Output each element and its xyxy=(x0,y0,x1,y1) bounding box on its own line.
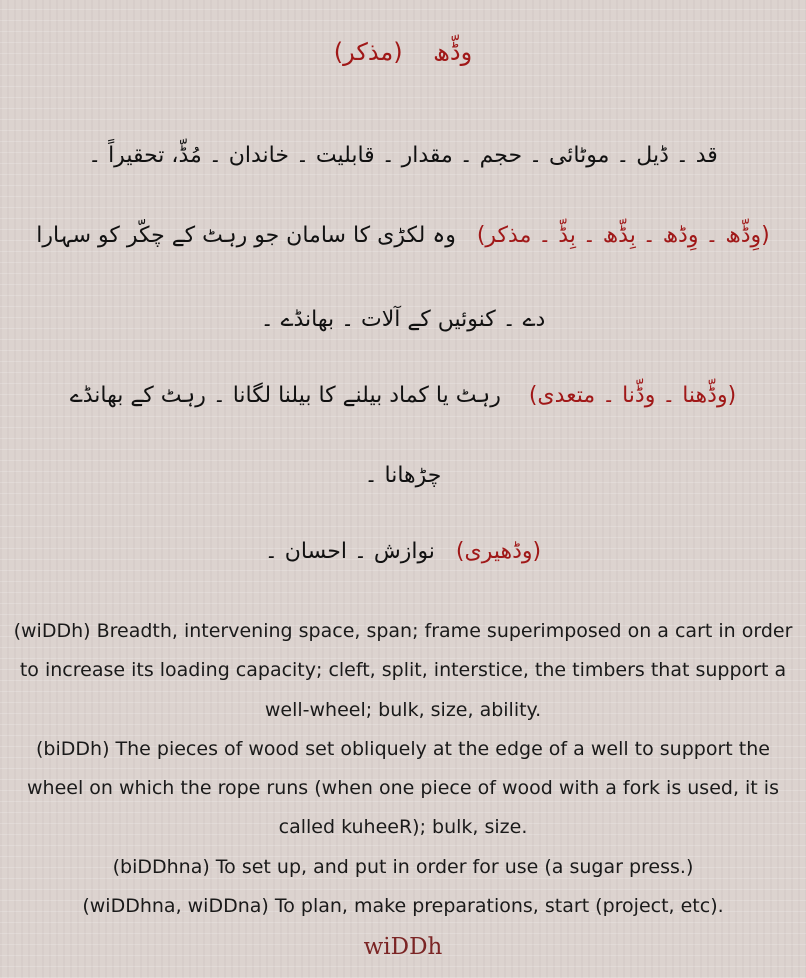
urdu-variant-tag-widdh: (وِڈّھ ۔ وِڈھ ۔ بِڈّھ ۔ بِڈّ ۔ مذکر) xyxy=(476,223,770,248)
urdu-definition-line-3: دے ۔ کنوئیں کے آلات ۔ بھانڈے ۔ xyxy=(260,307,546,332)
urdu-definition-widheri: نوازش ۔ احسان ۔ xyxy=(264,539,435,564)
headword-urdu: وڈّھ xyxy=(433,38,473,66)
urdu-definition-widdhna: رہٹ یا کماد بیلنے کا بیلنا لگانا ۔ رہٹ کے بھانڈے xyxy=(69,383,501,408)
english-definition-biddhna: (biDDhna) To set up, and put in order for use (a sugar press.) xyxy=(112,855,694,878)
footer-transliteration: wiDDh xyxy=(363,934,443,960)
headword-gender: (مذکر) xyxy=(333,38,403,66)
english-definition-biddh: (biDDh) The pieces of wood set obliquely at the edge of a well to support the wheel on which the rope runs (when one piece of wood with a fork is used, it is called kuheeR); bulk, size. xyxy=(27,737,779,839)
urdu-definition-line-2 xyxy=(20,218,786,254)
urdu-definition-line-1: قد ۔ ڈیل ۔ موٹائی ۔ حجم ۔ مقدار ۔ قابلیت ۔ خاندان ۔ مُڈّ، تحقیراً ۔ xyxy=(88,143,718,168)
urdu-variant-tag-widheri: (وڈھیری) xyxy=(455,539,542,564)
english-definitions xyxy=(0,612,806,926)
urdu-definition-widdh: وہ لکڑی کا سامان جو رہٹ کے چکّر کو سہارا xyxy=(36,223,456,248)
urdu-definition-line-5: چڑھانا ۔ xyxy=(364,463,442,488)
english-definition-widdh: (wiDDh) Breadth, intervening space, span; frame superimposed on a cart in order to increase its loading capacity; cleft, split, interstice, the timbers that support a well-wheel; bulk, size, ability. xyxy=(13,620,793,721)
urdu-definition-line-4 xyxy=(20,378,786,414)
english-definition-widdhna: (wiDDhna, wiDDna) To plan, make preparations, start (project, etc). xyxy=(82,895,724,918)
urdu-variant-tag-widdhna: (وڈّھنا ۔ وڈّنا ۔ متعدی) xyxy=(528,383,737,408)
urdu-definition-line-6 xyxy=(20,534,786,570)
headword-heading xyxy=(0,38,806,66)
